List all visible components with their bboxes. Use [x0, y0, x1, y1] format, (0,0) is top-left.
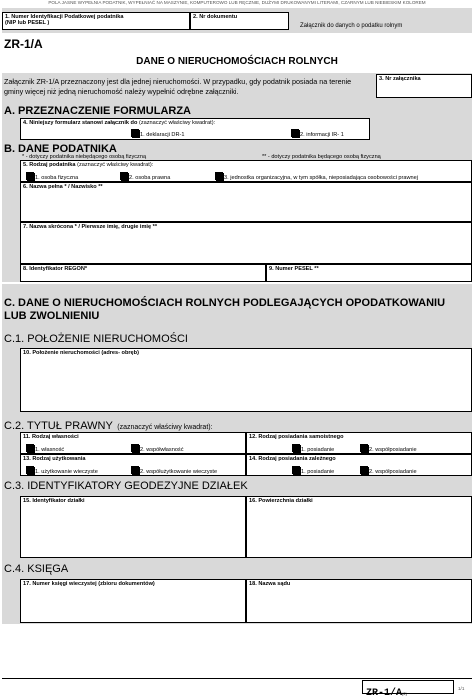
full-name-label: 6. Nazwa pełna * / Nazwisko **: [23, 184, 103, 190]
checkbox-icon[interactable]: [360, 444, 368, 452]
possession-type-label: 12. Rodzaj posiadania samoistnego: [249, 434, 344, 440]
pesel-field[interactable]: [266, 264, 472, 282]
form-title: DANE O NIERUCHOMOŚCIACH ROLNYCH: [136, 56, 338, 67]
regon-field[interactable]: [20, 264, 266, 282]
option-dr1-label: 1. deklaracji DR-1: [140, 132, 185, 138]
regon-label: 8. Identyfikator REGON*: [23, 266, 88, 272]
option-ir1-label: 2. informacji IR- 1: [300, 132, 344, 138]
checkbox-icon[interactable]: [26, 172, 34, 180]
plot-id-field[interactable]: [20, 496, 246, 558]
footer-code: ZR-1/A: [366, 688, 403, 699]
checkbox-icon[interactable]: [131, 129, 139, 137]
option-dependent-co-possession[interactable]: [360, 466, 417, 475]
checkbox-icon[interactable]: [131, 466, 139, 474]
option-possession-label: 1. posiadanie: [301, 447, 335, 453]
usage-type-label: 13. Rodzaj użytkowania: [23, 456, 86, 462]
attachment-note: Załącznik do danych o podatku rolnym: [300, 23, 403, 29]
option-legal-person-label: 2. osoba prawna: [129, 175, 171, 181]
option-co-ownership-label: 2. współwłasność: [140, 447, 184, 453]
checkbox-icon[interactable]: [292, 444, 300, 452]
checkbox-icon[interactable]: [291, 129, 299, 137]
option-dependent-co-possession-label: 2. współposiadanie: [369, 469, 417, 475]
option-perpetual-usufruct-label: 1. użytkowanie wieczyste: [35, 469, 98, 475]
option-ir1[interactable]: [291, 129, 344, 138]
nip-label: 1. Numer Identyfikacji Podatkowej podatnika: [5, 14, 124, 20]
ownership-type-label: 11. Rodzaj własności: [23, 434, 79, 440]
attachment-number-label: 3. Nr załącznika: [379, 76, 421, 82]
option-legal-person[interactable]: [120, 172, 170, 181]
taxpayer-type-hint: (zaznaczyć właściwy kwadrat):: [77, 162, 154, 168]
note-non-individual: * - dotyczy podatnika niebędącego osobą fizyczną: [22, 154, 147, 160]
land-register-number-field[interactable]: [20, 579, 246, 623]
checkbox-icon[interactable]: [120, 172, 128, 180]
full-name-field[interactable]: [20, 182, 472, 222]
option-dr1[interactable]: [131, 129, 184, 138]
land-register-number-label: 17. Numer księgi wieczystej (zbioru dokumentów): [23, 581, 155, 587]
intro-text: Załącznik ZR-1/A przeznaczony jest dla jednej nieruchomości. W przypadku, gdy podatnik posiada na terenie gminy więcej niż jedną nieruchomość należy wypełnić odrębne załączniki.: [4, 77, 352, 96]
option-dependent-possession-label: 1. posiadanie: [301, 469, 335, 475]
short-name-field[interactable]: [20, 222, 472, 264]
pesel-label: 9. Numer PESEL **: [269, 266, 319, 272]
property-location-field[interactable]: [20, 348, 472, 412]
attachment-number-field[interactable]: [376, 74, 472, 98]
checkbox-icon[interactable]: [360, 466, 368, 474]
footer-code-suffix: (2): [402, 691, 407, 696]
checkbox-icon[interactable]: [131, 444, 139, 452]
property-location-hint: (adres- obręb): [101, 350, 139, 356]
checkbox-icon[interactable]: [26, 444, 34, 452]
section-c1-title: C.1. POŁOŻENIE NIERUCHOMOŚCI: [4, 333, 188, 345]
footer-code-box: [362, 680, 454, 699]
form-purpose-label: 4. Niniejszy formularz stanowi załącznik do: [23, 120, 138, 126]
option-organizational-unit[interactable]: [215, 172, 418, 181]
nip-field[interactable]: [2, 12, 190, 30]
section-c4-title: C.4. KSIĘGA: [4, 563, 69, 575]
plot-area-field[interactable]: [246, 496, 472, 558]
section-c2-hint: (zaznaczyć właściwy kwadrat):: [117, 424, 213, 431]
title-box: [2, 33, 472, 73]
property-location-label: 10. Położenie nieruchomości: [23, 350, 100, 356]
option-joint-perpetual-usufruct-label: 2. współużytkowanie wieczyste: [140, 469, 218, 475]
option-joint-perpetual-usufruct[interactable]: [131, 466, 217, 475]
dependent-possession-label: 14. Rodzaj posiadania zależnego: [249, 456, 336, 462]
checkbox-icon[interactable]: [26, 466, 34, 474]
option-organizational-unit-label: 3. jednostka organizacyjna, w tym spółka, nieposiadająca osobowości prawnej: [224, 175, 419, 181]
option-dependent-possession[interactable]: [292, 466, 334, 475]
page-number: 1/1: [458, 686, 465, 691]
section-c2-title: C.2. TYTUŁ PRAWNY: [4, 420, 113, 432]
document-number-label: 2. Nr dokumentu: [193, 14, 238, 20]
taxpayer-type-label: 5. Rodzaj podatnika: [23, 162, 76, 168]
dependent-possession-field: [246, 454, 472, 476]
option-ownership[interactable]: [26, 444, 64, 453]
checkbox-icon[interactable]: [292, 466, 300, 474]
document-number-field[interactable]: [190, 12, 289, 30]
nip-sublabel: (NIP lub PESEL ): [5, 20, 50, 27]
option-possession[interactable]: [292, 444, 334, 453]
checkbox-icon[interactable]: [215, 172, 223, 180]
option-co-possession[interactable]: [360, 444, 417, 453]
option-perpetual-usufruct[interactable]: [26, 466, 98, 475]
option-natural-person-label: 1. osoba fizyczna: [35, 175, 79, 181]
court-name-field[interactable]: [246, 579, 472, 623]
section-c3-title: C.3. IDENTYFIKATORY GEODEZYJNE DZIAŁEK: [4, 480, 248, 492]
note-individual: ** - dotyczy podatnika będącego osobą fizyczną: [262, 154, 381, 160]
plot-id-label: 15. Identyfikator działki: [23, 498, 85, 504]
option-co-possession-label: 2. współposiadanie: [369, 447, 417, 453]
section-b-title: B. DANE PODATNIKA: [4, 143, 117, 155]
instruction-note: POLA JASNE WYPEŁNIA PODATNIK, WYPEŁNIAĆ NA MASZYNIE, KOMPUTEROWO LUB RĘCZNIE, DUŻYMI DRUKOWANYMI LITERAMI, CZARNYM LUB NIEBIESKIM KOLOREM: [48, 0, 426, 5]
footer-rule: [2, 678, 472, 679]
section-a-title: A. PRZEZNACZENIE FORMULARZA: [4, 105, 191, 117]
short-name-label: 7. Nazwa skrócona * / Pierwsze imię, drugie imię **: [23, 224, 157, 230]
option-ownership-label: 1. własność: [35, 447, 65, 453]
court-name-label: 18. Nazwa sądu: [249, 581, 291, 587]
option-co-ownership[interactable]: [131, 444, 184, 453]
plot-area-label: 16. Powierzchnia działki: [249, 498, 313, 504]
form-code: ZR-1/A: [4, 37, 43, 51]
section-c-title: C. DANE O NIERUCHOMOŚCIACH ROLNYCH PODLEGAJĄCYCH OPODATKOWANIU LUB ZWOLNIENIU: [4, 297, 446, 322]
possession-type-field: [246, 432, 472, 454]
form-purpose-hint: (zaznaczyć właściwy kwadrat):: [138, 120, 216, 126]
option-natural-person[interactable]: [26, 172, 78, 181]
